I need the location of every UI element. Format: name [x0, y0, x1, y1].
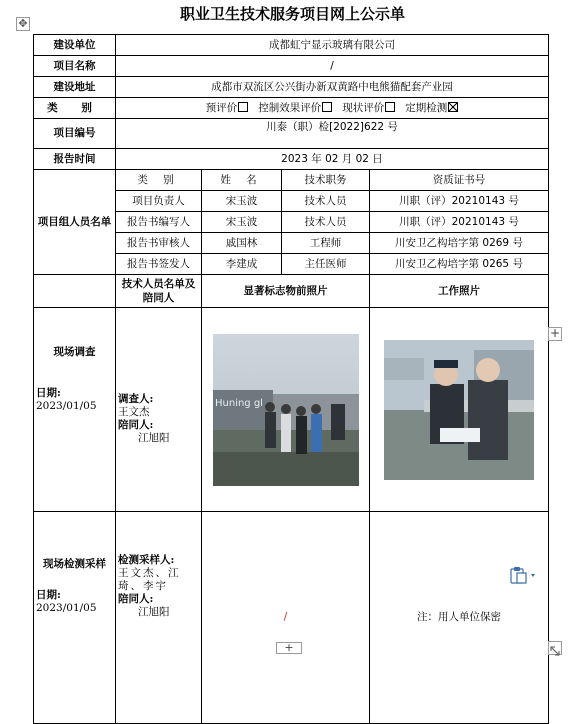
staff-role[interactable]: 报告书签发人: [116, 254, 202, 275]
staff-group-label: 项目组人员名单: [34, 170, 116, 275]
survey-companion-label: 陪同人:: [118, 418, 154, 431]
sampling-side: [34, 512, 116, 724]
category-option-1[interactable]: 控制效果评价: [258, 102, 332, 114]
category-option-0[interactable]: 预评价: [206, 102, 249, 114]
staff-name[interactable]: 戚国林: [202, 233, 282, 254]
blank-cell: [34, 275, 116, 308]
staff-header-cert: 资质证书号: [370, 170, 549, 191]
staff-header-name: 姓 名: [202, 170, 282, 191]
add-column-icon[interactable]: +: [549, 326, 561, 340]
paste-options-icon[interactable]: [509, 566, 539, 584]
sampler-label: 检测采样人:: [118, 554, 175, 566]
checkbox-icon[interactable]: [385, 102, 395, 112]
staff-cert[interactable]: 川安卫乙构培字第 0269 号: [370, 233, 549, 254]
work-header: 工作照片: [370, 275, 549, 308]
row-category: [34, 98, 549, 119]
sampling-people: [116, 512, 202, 724]
survey-side: [34, 308, 116, 512]
staff-role[interactable]: 报告书编写人: [116, 212, 202, 233]
staff-name[interactable]: 宋玉波: [202, 191, 282, 212]
staff-header-role: 类 别: [116, 170, 202, 191]
report-time-label: 报告时间: [34, 149, 116, 170]
staff-name[interactable]: 李建成: [202, 254, 282, 275]
resize-icon[interactable]: [548, 641, 562, 655]
staff-title[interactable]: 技术人员: [282, 212, 370, 233]
sampling-row: [34, 512, 549, 724]
staff-cert[interactable]: 川职（评）20210143 号: [370, 212, 549, 233]
row-unit: [34, 35, 549, 56]
investigator-label: 调查人:: [118, 392, 154, 405]
page-title: 职业卫生技术服务项目网上公示单: [179, 5, 405, 23]
staff-cert[interactable]: 川职（评）20210143 号: [370, 191, 549, 212]
people-header: 技术人员名单及陪同人: [116, 275, 202, 308]
sampling-date-label: 日期:: [36, 589, 61, 601]
disclosure-table: [33, 34, 549, 724]
staff-role[interactable]: 报告书审核人: [116, 233, 202, 254]
sampler-value[interactable]: 王文杰、江琦、李宇: [118, 567, 181, 592]
address-value[interactable]: 成都市双流区公兴街办新双黄路中电熊猫配套产业园: [116, 77, 549, 98]
number-value[interactable]: 川泰（职）检[2022]622 号: [116, 119, 549, 149]
project-name-value[interactable]: /: [116, 56, 549, 77]
survey-people: [116, 308, 202, 512]
survey-companion-value[interactable]: 江旭阳: [138, 431, 170, 444]
unit-value[interactable]: 成都虹宁显示玻璃有限公司: [116, 35, 549, 56]
staff-title[interactable]: 主任医师: [282, 254, 370, 275]
category-label: 类 别: [34, 98, 116, 119]
staff-header-row: [34, 170, 549, 191]
sign-text: Huning gl: [214, 397, 263, 409]
number-label: 项目编号: [34, 119, 116, 149]
checkbox-icon[interactable]: [238, 102, 248, 112]
resize-arrow-icon: [549, 645, 561, 657]
photo-header-row: [34, 275, 549, 308]
checkbox-icon[interactable]: [322, 102, 332, 112]
sampling-companion-label: 陪同人:: [118, 593, 154, 605]
category-options[interactable]: [116, 98, 549, 119]
staff-title[interactable]: 工程师: [282, 233, 370, 254]
sampling-work-cell[interactable]: 注：用人单位保密: [370, 512, 549, 724]
landmark-header: 显著标志物前照片: [202, 275, 370, 308]
survey-date-value[interactable]: 2023/01/05: [36, 400, 97, 412]
row-project-name: [34, 56, 549, 77]
sampling-companion-value[interactable]: 江旭阳: [138, 606, 170, 618]
add-row-icon[interactable]: +: [276, 642, 302, 654]
unit-label: 建设单位: [34, 35, 116, 56]
report-time-value[interactable]: 2023 年 02 月 02 日: [116, 149, 549, 170]
landmark-photo[interactable]: [213, 334, 359, 486]
staff-cert[interactable]: 川安卫乙构培字第 0265 号: [370, 254, 549, 275]
sampling-label: 现场检测采样: [43, 558, 106, 570]
row-report-time: [34, 149, 549, 170]
checked-checkbox-icon[interactable]: [448, 102, 458, 112]
move-icon[interactable]: ✥: [16, 17, 30, 31]
project-name-label: 项目名称: [34, 56, 116, 77]
work-photo-cell: [370, 308, 549, 512]
staff-header-title: 技术职务: [282, 170, 370, 191]
category-option-3[interactable]: 定期检测: [405, 102, 458, 114]
survey-row: [34, 308, 549, 512]
staff-name[interactable]: 宋玉波: [202, 212, 282, 233]
address-label: 建设地址: [34, 77, 116, 98]
category-option-2[interactable]: 现状评价: [342, 102, 395, 114]
row-number: [34, 119, 549, 149]
survey-date-label: 日期:: [36, 387, 61, 399]
survey-label: 现场调查: [53, 346, 96, 358]
row-address: [34, 77, 549, 98]
staff-role[interactable]: 项目负责人: [116, 191, 202, 212]
landmark-photo-cell: [202, 308, 370, 512]
sampling-landmark-cell[interactable]: /: [202, 512, 370, 724]
work-photo[interactable]: [384, 340, 534, 480]
sampling-date-value[interactable]: 2023/01/05: [36, 602, 97, 614]
investigator-value[interactable]: 王文杰: [118, 405, 150, 418]
staff-title[interactable]: 技术人员: [282, 191, 370, 212]
